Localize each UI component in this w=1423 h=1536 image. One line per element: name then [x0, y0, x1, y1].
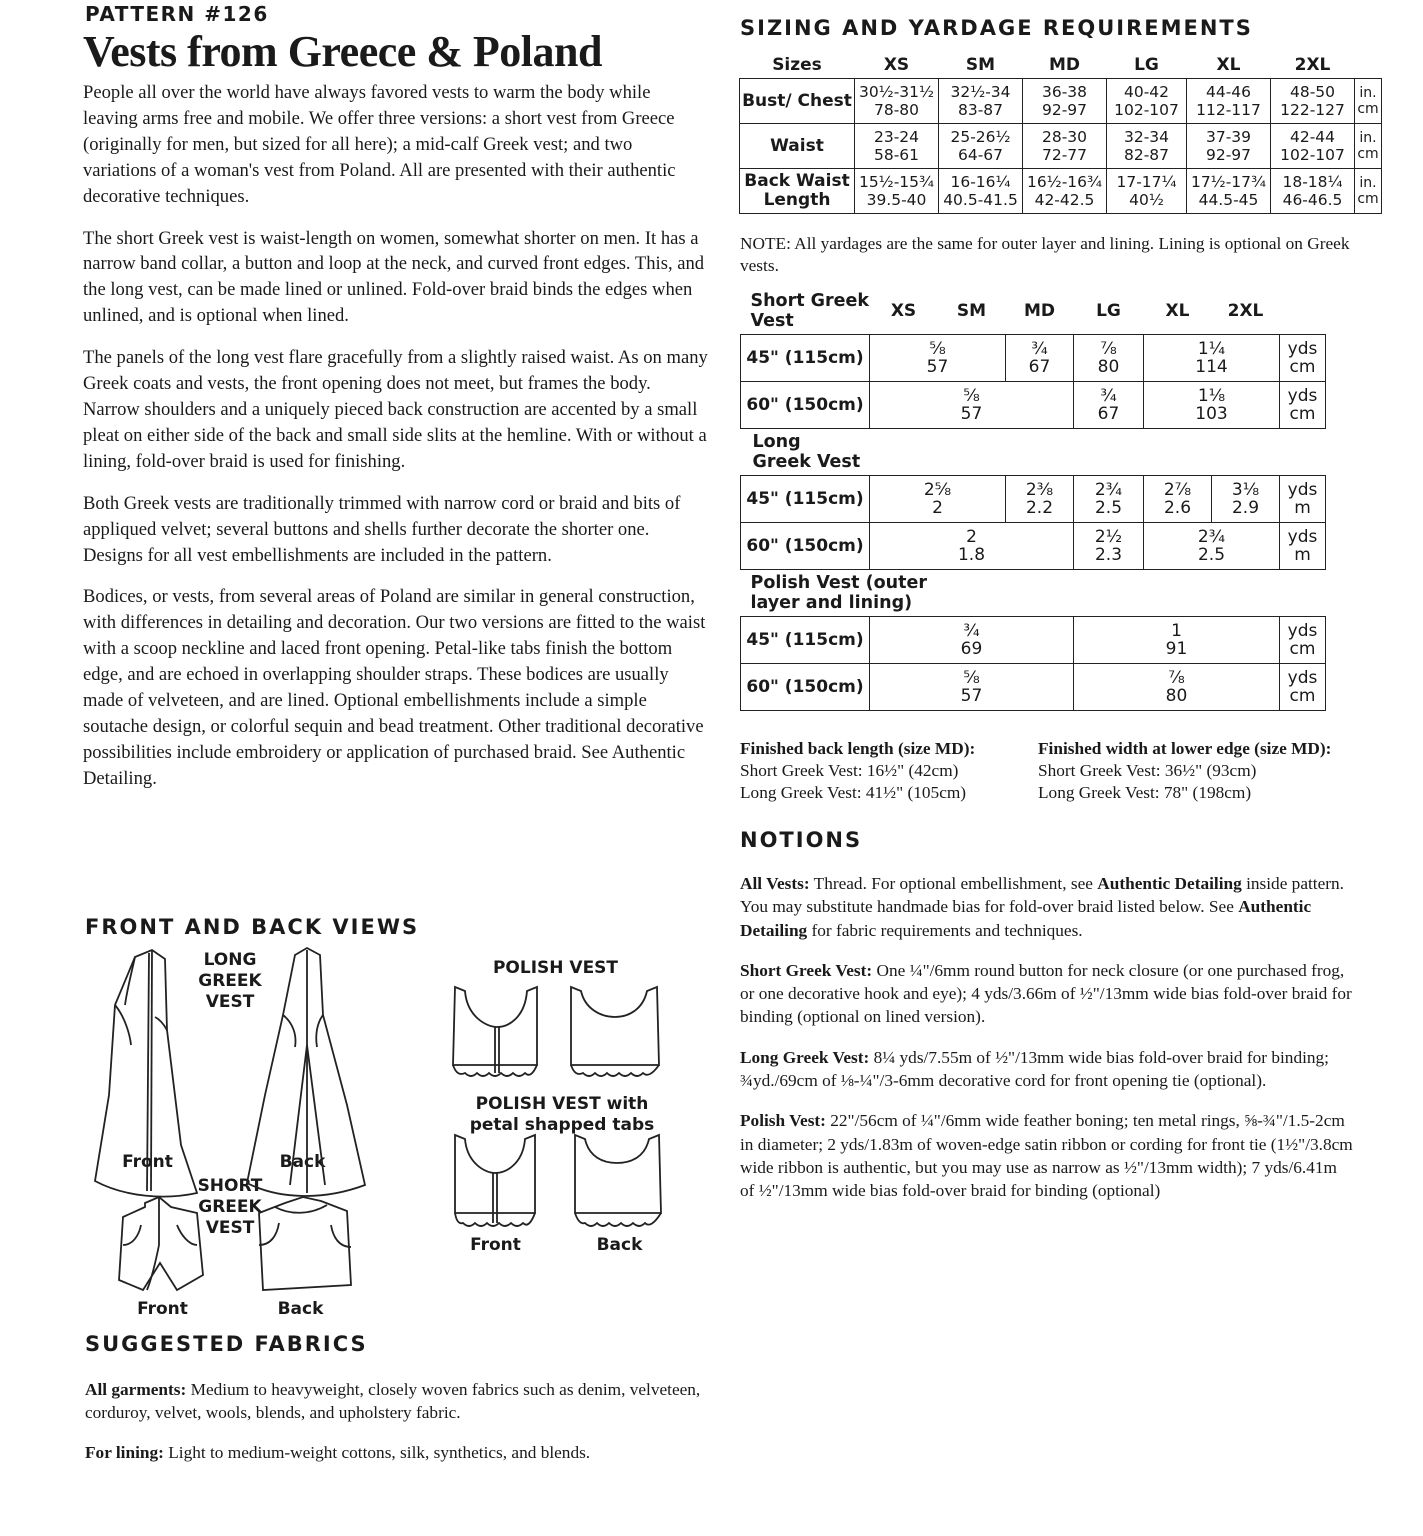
size-col: XS [883, 55, 910, 75]
unit-cell: yds cm [1280, 335, 1326, 382]
sizes-label: Sizes [772, 55, 822, 75]
polish-tabs-label: POLISH VEST with petal shapped tabs [469, 1094, 655, 1135]
group-short-greek: Short Greek Vest [750, 291, 870, 331]
notions-list [740, 872, 1355, 1220]
yardage-cell: ¾ 67 [1074, 382, 1144, 429]
group-polish: Polish Vest (outer layer and lining) [750, 573, 927, 613]
table-cell: 30½-31½ 78-80 [855, 79, 939, 124]
notion-short-greek: Short Greek Vest: One ¼"/6mm round button for neck closure (or one purchased frog, or one decorative hook and eye); 4 yds/3.66m of ½"/13mm wide bias fold-over braid for binding (optional on lined version). [740, 960, 1352, 1027]
yardage-cell: 2⅝ 2 [870, 476, 1006, 523]
unit-cell: yds m [1280, 523, 1326, 570]
size-table [739, 52, 1382, 214]
finished-width-long: Long Greek Vest: 78" (198cm) [1038, 783, 1252, 802]
fabrics-lining-label: For lining: [85, 1443, 164, 1462]
finished-back-short: Short Greek Vest: 16½" (42cm) [740, 761, 959, 780]
notion-long-greek: Long Greek Vest: 8¼ yds/7.55m of ½"/13mm wide bias fold-over braid for binding; ¾yd./69cm of ⅛-¼"/3-6mm decorative cord for front opening tie (optional). [740, 1047, 1329, 1091]
table-cell: 25-26½ 64-67 [939, 124, 1023, 169]
size-col: LG [1096, 301, 1121, 321]
row-label: Waist [740, 124, 855, 169]
intro-paragraph: Bodices, or vests, from several areas of Poland are similar in general construction, with differences in detailing and decoration. Our two versions are fitted to the waist with a scoop neckline and laced front opening. Petal-like tabs finish the bottom edge, and are echoed in overlapping shoulder straps. These bodices are usually made of velveteen, and are lined. Optional embellishments include a simple soutache design, or colorful sequin and bead treatment. Other traditional decorative possibilities include embroidery or application of purchased braid. See Authentic Detailing. [83, 586, 706, 789]
yardage-cell: 2⅞ 2.6 [1144, 476, 1212, 523]
size-col: 2XL [1294, 55, 1331, 75]
fabrics-all-text: Medium to heavyweight, closely woven fabrics such as denim, velveteen, corduroy, velvet, wools, blends, and upholstery fabric. [85, 1380, 701, 1423]
short-back-label: Back [277, 1299, 324, 1319]
short-greek-back-drawing [259, 1197, 351, 1290]
polish-back-label: Back [596, 1235, 643, 1255]
fabrics-all [85, 1378, 725, 1425]
table-cell: 17-17¼ 40½ [1107, 169, 1187, 214]
table-cell: 32½-34 83-87 [939, 79, 1023, 124]
yardage-cell: 1 91 [1074, 617, 1280, 664]
yardage-note: NOTE: All yardages are the same for outer layer and lining. Lining is optional on Greek vests. [740, 234, 1350, 275]
table-row [741, 664, 1326, 711]
width-label: 45" (115cm) [741, 335, 870, 382]
yardage-cell: ⅝ 57 [870, 664, 1074, 711]
group-long-greek: Long Greek Vest [752, 432, 861, 472]
vest-illustrations [85, 945, 715, 1305]
yardage-cell: 3⅛ 2.9 [1212, 476, 1280, 523]
polish-label: POLISH VEST [492, 958, 619, 978]
long-back-label: Back [279, 1152, 326, 1172]
yardage-cell: 2 1.8 [870, 523, 1074, 570]
group-row [741, 570, 1326, 617]
table-cell: 15½-15¾ 39.5-40 [855, 169, 939, 214]
size-col: XS [890, 301, 917, 321]
yardage-cell: ¾ 67 [1006, 335, 1074, 382]
yardage-cell: 1¼ 114 [1144, 335, 1280, 382]
finished-width-heading: Finished width at lower edge (size MD): [1038, 739, 1332, 758]
unit-cell: yds m [1280, 476, 1326, 523]
page-title: Vests from Greece & Poland [83, 27, 602, 76]
group-row [741, 429, 1326, 476]
table-cell: 40-42 102-107 [1107, 79, 1187, 124]
yardage-cell: 2⅜ 2.2 [1006, 476, 1074, 523]
width-label: 60" (150cm) [741, 523, 870, 570]
fabrics-lining [85, 1441, 725, 1464]
long-front-label: Front [122, 1152, 173, 1172]
table-cell: 16-16¼ 40.5-41.5 [939, 169, 1023, 214]
width-label: 60" (150cm) [741, 664, 870, 711]
unit-cell: in. cm [1355, 124, 1382, 169]
table-row [741, 617, 1326, 664]
finished-back-long: Long Greek Vest: 41½" (105cm) [740, 783, 967, 802]
long-greek-front-drawing [95, 950, 197, 1197]
size-header-row [740, 52, 1382, 79]
unit-cell: in. cm [1355, 79, 1382, 124]
finished-back-heading: Finished back length (size MD): [740, 739, 976, 758]
size-col: XL [1165, 301, 1190, 321]
width-label: 45" (115cm) [741, 476, 870, 523]
yardage-cell: ¾ 69 [870, 617, 1074, 664]
size-col: LG [1134, 55, 1159, 75]
unit-cell: yds cm [1280, 382, 1326, 429]
short-front-label: Front [137, 1299, 188, 1319]
yardage-header-row [741, 288, 1326, 335]
notion-all-vests: All Vests: Thread. For optional embellishment, see Authentic Detailing inside pattern. You may substitute handmade bias for fold-over braid listed below. See Authentic Detailing for fabric requirements and techniques. [740, 874, 1344, 940]
fabrics-heading: SUGGESTED FABRICS [85, 1332, 368, 1356]
yardage-cell: ⅞ 80 [1074, 664, 1280, 711]
width-label: 45" (115cm) [741, 617, 870, 664]
table-cell: 48-50 122-127 [1271, 79, 1355, 124]
long-greek-label: LONG GREEK VEST [198, 950, 262, 1012]
table-cell: 44-46 112-117 [1187, 79, 1271, 124]
table-cell: 23-24 58-61 [855, 124, 939, 169]
long-greek-back-drawing [247, 948, 365, 1196]
yardage-cell: 1⅛ 103 [1144, 382, 1280, 429]
unit-cell: yds cm [1280, 617, 1326, 664]
table-cell: 42-44 102-107 [1271, 124, 1355, 169]
width-label: 60" (150cm) [741, 382, 870, 429]
polish-front-label: Front [470, 1235, 521, 1255]
yardage-cell: ⅝ 57 [870, 335, 1006, 382]
table-row [740, 124, 1382, 169]
size-col: MD [1023, 301, 1056, 321]
yardage-cell: 2½ 2.3 [1074, 523, 1144, 570]
intro-paragraph: People all over the world have always favored vests to warm the body while leaving arms free and mobile. We offer three versions: a short vest from Greece (originally for men, but sized for all here); a mid-calf Greek vest; and two variations of a woman's vest from Poland. All are presented with their authentic decorative techniques. [83, 82, 676, 207]
unit-cell: in. cm [1355, 169, 1382, 214]
polish-petal-back-drawing [575, 1135, 661, 1226]
finished-width-short: Short Greek Vest: 36½" (93cm) [1038, 761, 1257, 780]
size-col: SM [965, 55, 996, 75]
table-cell: 36-38 92-97 [1023, 79, 1107, 124]
polish-back-drawing [571, 987, 659, 1076]
table-row [740, 79, 1382, 124]
table-row [741, 476, 1326, 523]
size-col: MD [1048, 55, 1081, 75]
yardage-cell: 2¾ 2.5 [1074, 476, 1144, 523]
row-label: Bust/ Chest [740, 79, 855, 124]
table-cell: 18-18¼ 46-46.5 [1271, 169, 1355, 214]
fabrics-all-label: All garments: [85, 1380, 187, 1399]
table-cell: 32-34 82-87 [1107, 124, 1187, 169]
intro-paragraph: The short Greek vest is waist-length on women, somewhat shorter on men. It has a narrow band collar, a button and loop at the neck, and curved front edges. This, and the long vest, can be made lined or unlined. Fold-over braid binds the edges when unlined, and is optional when lined. [83, 227, 705, 327]
table-row [741, 523, 1326, 570]
polish-petal-front-drawing [455, 1135, 535, 1226]
notion-polish: Polish Vest: 22"/56cm of ¼"/6mm wide feather boning; ten metal rings, ⅝-¾"/1.5-2cm in diameter; 2 yds/1.83m of woven-edge satin ribbon or cording for front tie (1½"/3.8cm wide ribbon is authentic, but you may use as narrow as ½"/13mm width); 7 yds/6.41m of ½"/13mm wide bias fold-over braid for binding (optional) [740, 1111, 1353, 1201]
table-row [740, 169, 1382, 214]
intro-text [83, 80, 708, 792]
size-col: SM [956, 301, 987, 321]
table-cell: 37-39 92-97 [1187, 124, 1271, 169]
row-label: Back Waist Length [740, 169, 855, 214]
pattern-number: PATTERN #126 [85, 2, 269, 26]
yardage-cell: 2¾ 2.5 [1144, 523, 1280, 570]
yardage-cell: ⅝ 57 [870, 382, 1074, 429]
table-row [741, 382, 1326, 429]
yardage-cell: ⅞ 80 [1074, 335, 1144, 382]
finished-width [1038, 738, 1398, 804]
table-cell: 17½-17¾ 44.5-45 [1187, 169, 1271, 214]
table-cell: 28-30 72-77 [1023, 124, 1107, 169]
intro-paragraph: The panels of the long vest flare gracefully from a slightly raised waist. As on many Greek coats and vests, the front opening does not meet, but frames the body. Narrow shoulders and a uniquely pieced back construction are accented by a small pleat on either side of the back and small side slits at the hemline. With or without a lining, fold-over braid is used for finishing. [83, 347, 708, 472]
intro-paragraph: Both Greek vests are traditionally trimmed with narrow cord or braid and bits of appliqued velvet; several buttons and shells further decorate the shorter one. Designs for all vest embellishments are included in the pattern. [83, 492, 681, 566]
yardage-table [740, 288, 1326, 711]
polish-front-drawing [453, 987, 537, 1076]
views-heading: FRONT AND BACK VIEWS [85, 915, 420, 939]
unit-cell: yds cm [1280, 664, 1326, 711]
short-greek-front-drawing [119, 1197, 203, 1290]
notions-heading: NOTIONS [740, 828, 863, 852]
table-cell: 16½-16¾ 42-42.5 [1023, 169, 1107, 214]
sizing-heading: SIZING AND YARDAGE REQUIREMENTS [740, 16, 1253, 40]
short-greek-label: SHORT GREEK VEST [197, 1176, 263, 1238]
size-col: 2XL [1227, 301, 1264, 321]
fabrics-lining-text: Light to medium-weight cottons, silk, synthetics, and blends. [163, 1443, 591, 1462]
finished-back-length [740, 738, 1040, 804]
size-col: XL [1216, 55, 1241, 75]
table-row [741, 335, 1326, 382]
